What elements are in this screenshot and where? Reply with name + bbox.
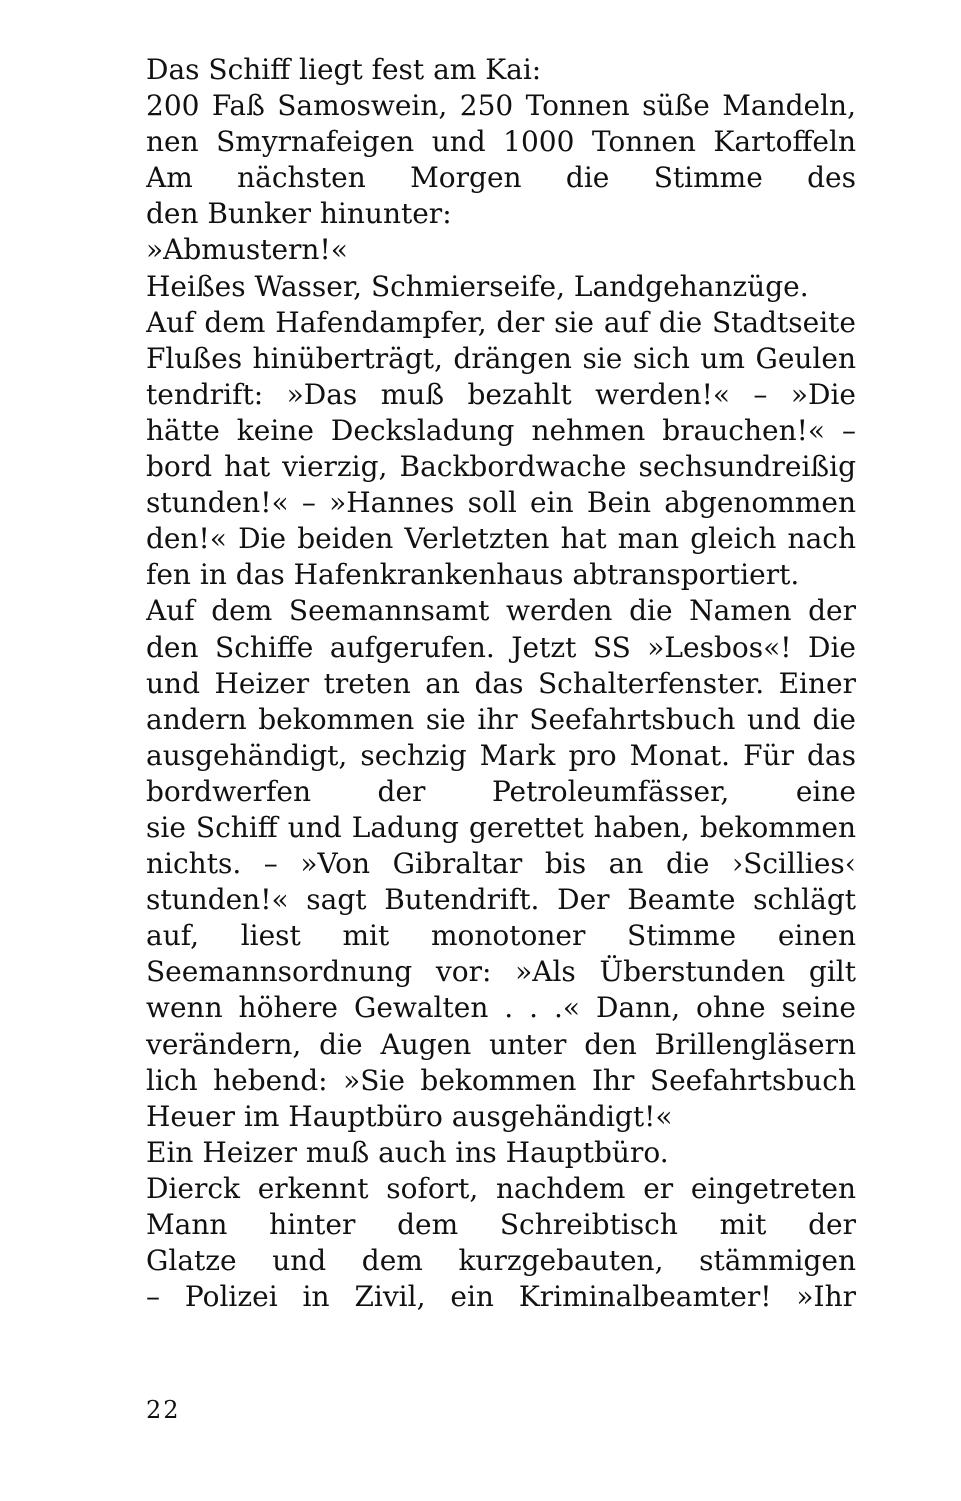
text-line: nen Smyrnafeigen und 1000 Tonnen Kartoffeln [146,125,856,159]
text-line: nichts. – »Von Gibraltar bis an die ›Scillies‹ [146,847,856,881]
text-line: den Schiffe aufgerufen. Jetzt SS »Lesbos«! Die [146,630,856,664]
text-line: verändern, die Augen unter den Brillengläsern [146,1027,856,1061]
text-line: »Abmustern!« [146,233,348,267]
text-line: Heuer im Hauptbüro ausgehändigt!« [146,1099,673,1133]
text-line: Mann hinter dem Schreibtisch mit der [146,1208,856,1241]
text-line: auf, liest mit monotoner Stimme einen [146,919,856,953]
text-line: den!« Die beiden Verletzten hat man gleich nach [146,522,856,556]
text-line: stunden!« sagt Butendrift. Der Beamte schlägt [146,883,856,917]
text-line: tendrift: »Das muß bezahlt werden!« – »Die [146,377,856,411]
text-line: lich hebend: »Sie bekommen Ihr Seefahrtsbuch [146,1063,856,1097]
text-line: Auf dem Seemannsamt werden die Namen der [146,594,856,628]
text-line: den Bunker hinunter: [146,197,452,231]
text-line: Heißes Wasser, Schmierseife, Landgehanzüge. [146,269,809,303]
text-line: Auf dem Hafendampfer, der sie auf die Stadtseite [146,305,856,339]
text-line: andern bekommen sie ihr Seefahrtsbuch und die [146,702,856,736]
text-line: und Heizer treten an das Schalterfenster. Einer [146,666,856,700]
text-line: ausgehändigt, sechzig Mark pro Monat. Für das [146,738,856,772]
page-number: 22 [146,1396,181,1424]
text-line: 200 Faß Samoswein, 250 Tonnen süße Mandeln, [146,89,856,123]
text-line: Glatze und dem kurzgebauten, stämmigen [146,1244,856,1278]
text-line: wenn höhere Gewalten . . .« Dann, ohne seine [146,991,856,1025]
text-line: fen in das Hafenkrankenhaus abtransportiert. [146,558,800,592]
text-line: bordwerfen der Petroleumfässer, eine [146,774,856,808]
text-line: Flußes hinüberträgt, drängen sie sich um Geulen [146,341,856,375]
text-line: Seemannsordnung vor: »Als Überstunden gilt [146,955,856,989]
text-line: stunden!« – »Hannes soll ein Bein abgenommen [146,486,856,520]
text-line: sie Schiff und Ladung gerettet haben, bekommen [146,810,856,844]
text-line: Dierck erkennt sofort, nachdem er eingetreten [146,1171,856,1205]
text-line: hätte keine Decksladung nehmen brauchen!« – [146,413,856,447]
text-line: Ein Heizer muß auch ins Hauptbüro. [146,1135,669,1169]
text-line: Das Schiff liegt fest am Kai: [146,53,542,86]
text-line: – Polizei in Zivil, ein Kriminalbeamter! »Ihr [146,1280,856,1314]
text-line: Am nächsten Morgen die Stimme des [146,161,856,195]
text-line: bord hat vierzig, Backbordwache sechsundreißig [146,450,856,484]
body-text [146,52,856,1315]
